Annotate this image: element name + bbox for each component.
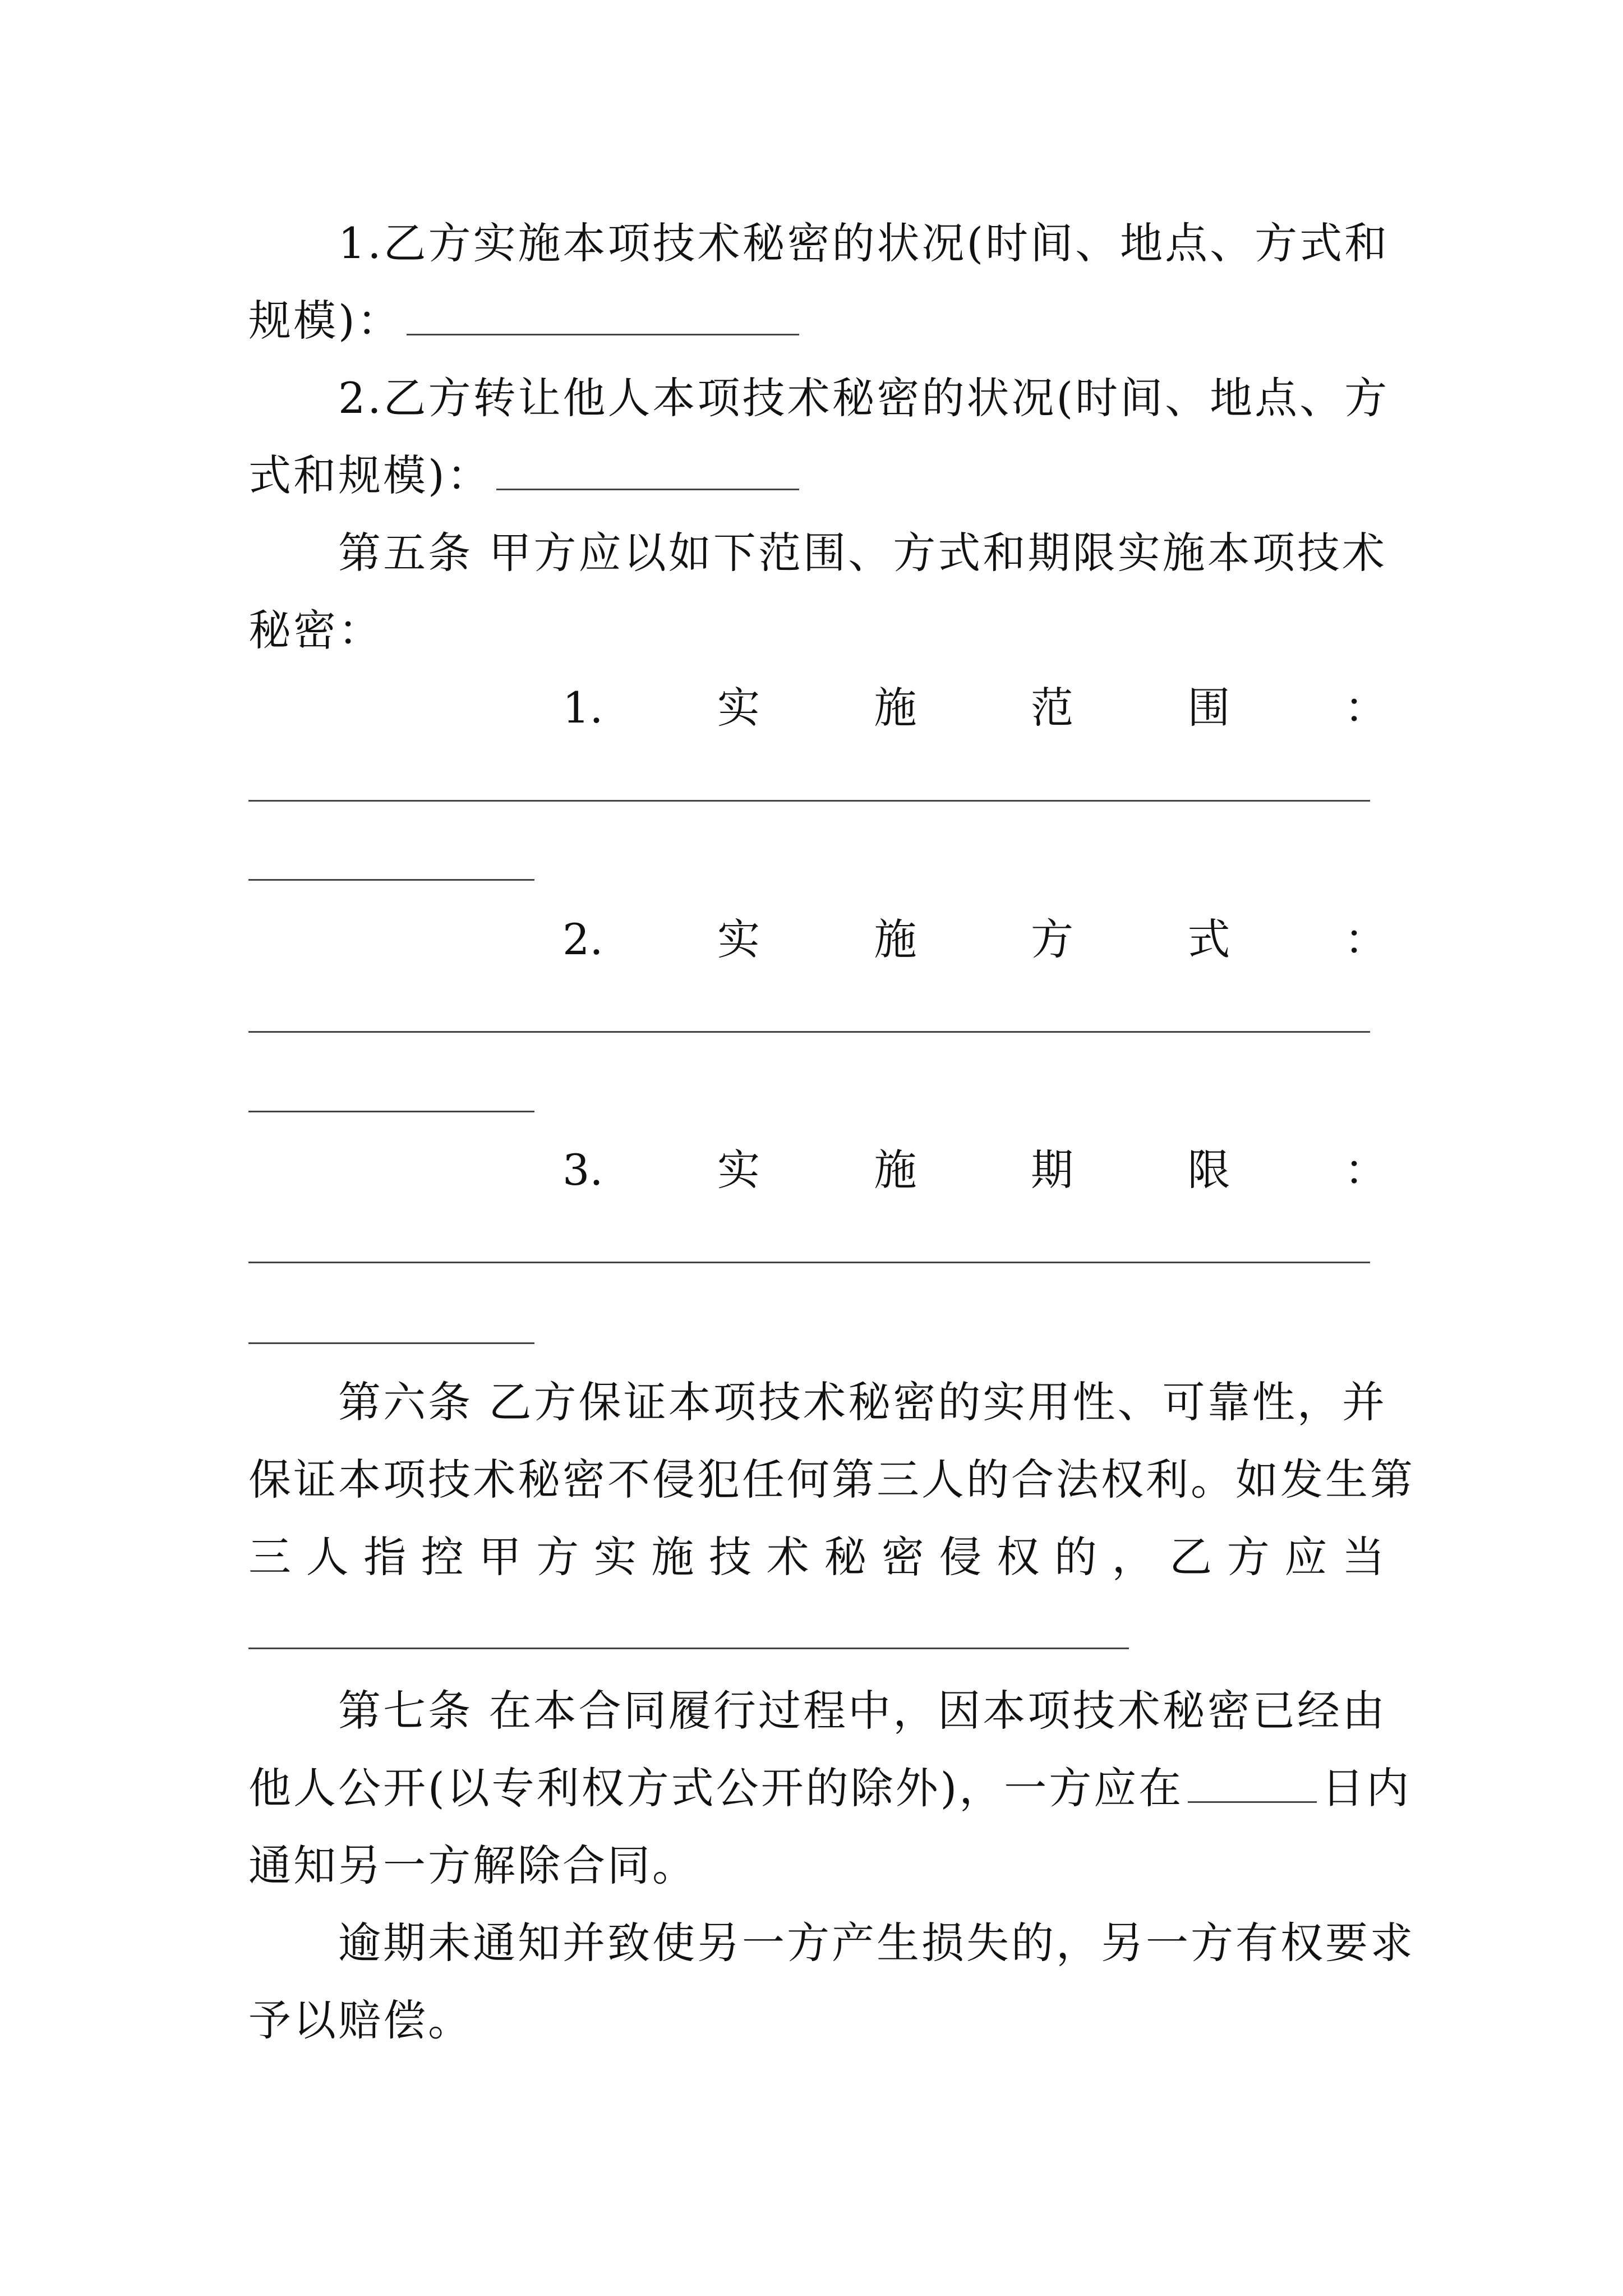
item-1-c4: 围 bbox=[1187, 683, 1230, 733]
item-1-blank-long bbox=[248, 800, 1370, 802]
item-1-c3: 范 bbox=[1030, 683, 1073, 733]
item-3-heading bbox=[562, 1131, 1387, 1209]
item-3-num: 3. bbox=[562, 1145, 603, 1195]
art6-line3: 三人指控甲方实施技术秘密侵权的，乙方应当 bbox=[248, 1532, 1387, 1582]
item-3-c3: 期 bbox=[1030, 1145, 1073, 1195]
item-1-blank-short bbox=[248, 879, 534, 881]
art7-line2 bbox=[248, 1749, 1412, 1828]
art7-line1: 第七条 在本合同履行过程中，因本项技术秘密已经由 bbox=[338, 1686, 1387, 1736]
item-2-c2: 施 bbox=[874, 914, 917, 964]
item-1-c2: 施 bbox=[874, 683, 917, 733]
item-2-blank-long bbox=[248, 1031, 1370, 1033]
item-1-heading bbox=[562, 669, 1387, 747]
art5-line2: 秘密： bbox=[248, 605, 383, 655]
item-3-colon: ： bbox=[1344, 1145, 1387, 1195]
item-2-c3: 方 bbox=[1030, 914, 1073, 964]
item-2-num: 2. bbox=[562, 914, 603, 964]
item-2-colon: ： bbox=[1344, 914, 1387, 964]
item-2-blank-short bbox=[248, 1111, 534, 1112]
p2-line1: 2.乙方转让他人本项技术秘密的状况(时间、地点、方 bbox=[338, 373, 1390, 423]
item-3-blank-short bbox=[248, 1342, 534, 1344]
p2-fill-blank bbox=[496, 485, 799, 490]
item-2-c4: 式 bbox=[1187, 914, 1230, 964]
art6-line2: 保证本项技术秘密不侵犯任何第三人的合法权利。如发生第 bbox=[248, 1455, 1415, 1504]
p1-line2 bbox=[248, 282, 1387, 360]
item-1-c1: 实 bbox=[717, 683, 760, 733]
final-line2: 予以赔偿。 bbox=[248, 1995, 473, 2045]
final-line1: 逾期未通知并致使另一方产生损失的，另一方有权要求 bbox=[338, 1918, 1415, 1968]
p1-fill-blank bbox=[407, 330, 799, 335]
item-1-colon: ： bbox=[1344, 683, 1387, 733]
item-1-num: 1. bbox=[562, 683, 603, 733]
art7-line3: 通知另一方解除合同。 bbox=[248, 1841, 697, 1890]
item-3-blank-long bbox=[248, 1262, 1370, 1263]
art7-days-blank bbox=[1188, 1798, 1317, 1803]
p2-line2 bbox=[248, 436, 1387, 515]
art7-line2-text-a: 他人公开(以专利权方式公开的除外)，一方应在 bbox=[248, 1763, 1184, 1813]
p2-line2-text: 式和规模)： bbox=[248, 450, 492, 500]
p1-line1: 1.乙方实施本项技术秘密的状况(时间、地点、方式和 bbox=[338, 218, 1390, 268]
p1-line2-text: 规模)： bbox=[248, 296, 402, 346]
art6-fill-blank bbox=[248, 1648, 1129, 1649]
item-3-c4: 限 bbox=[1187, 1145, 1230, 1195]
item-2-heading bbox=[562, 900, 1387, 979]
art7-line2-text-b: 日内 bbox=[1321, 1763, 1412, 1813]
item-3-c1: 实 bbox=[717, 1145, 760, 1195]
item-2-c1: 实 bbox=[717, 914, 760, 964]
item-3-c2: 施 bbox=[874, 1145, 917, 1195]
art5-line1: 第五条 甲方应以如下范围、方式和期限实施本项技术 bbox=[338, 528, 1387, 578]
art6-line1: 第六条 乙方保证本项技术秘密的实用性、可靠性，并 bbox=[338, 1377, 1387, 1427]
